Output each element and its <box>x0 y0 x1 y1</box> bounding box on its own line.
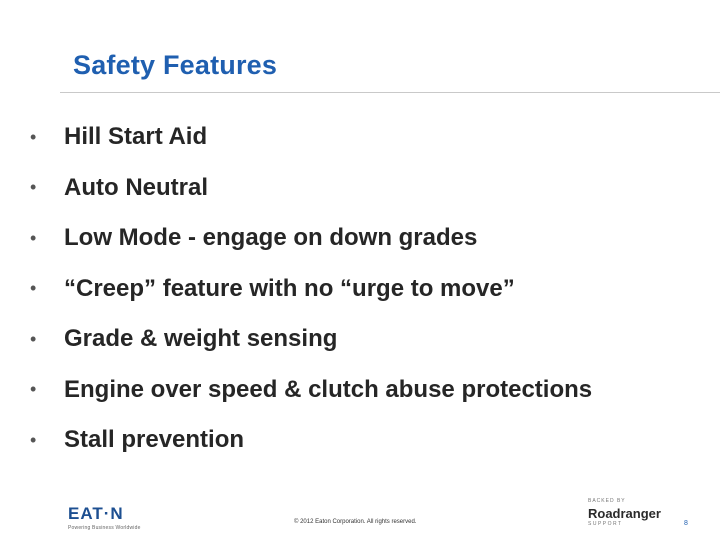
bullet-icon: • <box>30 177 37 198</box>
bullet-item <box>30 415 592 466</box>
bullet-item <box>30 163 592 214</box>
bullet-list <box>30 112 592 466</box>
bullet-item <box>30 314 592 365</box>
eaton-tagline: Powering Business Worldwide <box>68 525 141 531</box>
bullet-text: Engine over speed & clutch abuse protections <box>64 375 593 403</box>
eaton-logo <box>68 505 141 531</box>
copyright-text: © 2012 Eaton Corporation. All rights reserved. <box>294 519 417 525</box>
bullet-icon: • <box>30 328 37 349</box>
slide-title: Safety Features <box>73 50 278 80</box>
bullet-text: Grade & weight sensing <box>64 325 338 353</box>
roadranger-support: SUPPORT <box>588 521 623 527</box>
title-divider <box>60 92 720 93</box>
bullet-item <box>30 213 592 264</box>
bullet-text: Stall prevention <box>64 426 245 454</box>
roadranger-name: Roadranger <box>588 506 661 521</box>
bullet-text: “Creep” feature with no “urge to move” <box>64 274 515 302</box>
bullet-icon: • <box>30 126 37 147</box>
page-number: 8 <box>684 520 688 527</box>
eaton-logo-text: EAT·N <box>68 504 124 523</box>
bullet-text: Hill Start Aid <box>64 123 208 151</box>
bullet-icon: • <box>30 278 37 299</box>
bullet-icon: • <box>30 379 37 400</box>
bullet-icon: • <box>30 429 37 450</box>
roadranger-backed-by: BACKED BY <box>588 498 626 504</box>
bullet-text: Low Mode - engage on down grades <box>64 224 478 252</box>
bullet-text: Auto Neutral <box>64 173 208 201</box>
bullet-item <box>30 264 592 315</box>
bullet-item <box>30 112 592 163</box>
roadranger-logo <box>588 498 678 527</box>
bullet-item <box>30 365 592 416</box>
bullet-icon: • <box>30 227 37 248</box>
